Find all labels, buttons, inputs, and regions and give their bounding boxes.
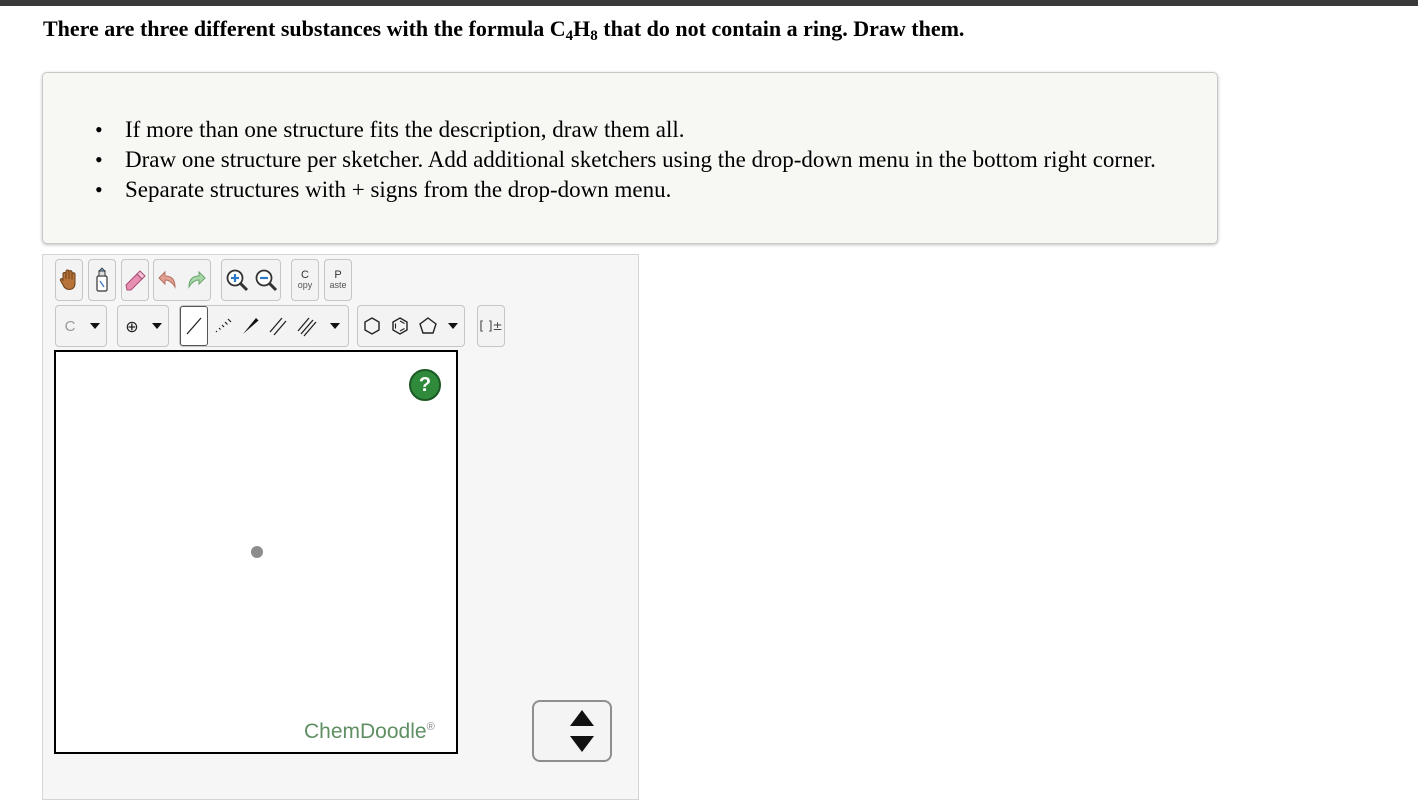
benzene-icon	[390, 316, 410, 336]
chevron-down-icon	[448, 323, 458, 329]
eraser-button[interactable]	[121, 259, 149, 301]
clear-bottle-icon	[93, 267, 111, 293]
up-down-arrows-icon	[534, 702, 610, 760]
atom-dropdown[interactable]	[84, 306, 106, 346]
chevron-down-icon	[330, 323, 340, 329]
hexagon-icon	[362, 316, 382, 336]
copy-label: C opy	[297, 269, 313, 290]
hashed-bond-button[interactable]	[208, 306, 236, 346]
hashed-bond-icon	[212, 315, 232, 337]
bond-dropdown[interactable]	[322, 306, 348, 346]
charge-selector[interactable]	[117, 305, 169, 347]
top-bar	[0, 0, 1418, 6]
single-bond-button[interactable]	[180, 306, 208, 346]
atom-label[interactable]: C	[64, 317, 76, 335]
chevron-down-icon	[152, 323, 162, 329]
double-bond-button[interactable]	[264, 306, 292, 346]
eraser-icon	[123, 268, 147, 292]
benzene-button[interactable]	[386, 306, 414, 346]
redo-icon	[185, 269, 207, 291]
triple-bond-icon	[296, 315, 318, 337]
paste-label: P aste	[329, 269, 347, 290]
cyclohexane-button[interactable]	[358, 306, 386, 346]
instruction-item: • Draw one structure per sketcher. Add additional sketchers using the drop-down menu in the bottom right corner.	[95, 145, 1156, 175]
cyclopentane-button[interactable]	[414, 306, 442, 346]
redo-button[interactable]	[182, 260, 210, 300]
question-text: There are three different substances with the formula $C_4H_8$ that do not contain a ring. Draw them.	[43, 16, 965, 44]
cursor-dot	[251, 546, 263, 558]
zoom-out-button[interactable]	[252, 260, 280, 300]
atom-selector[interactable]	[55, 305, 107, 347]
undo-icon	[157, 269, 179, 291]
undo-redo-group	[153, 259, 211, 301]
instructions-list	[95, 115, 1156, 205]
bracket-charge-button[interactable]: [ ]±	[477, 305, 505, 347]
instruction-item: • Separate structures with + signs from the drop-down menu.	[95, 175, 1156, 205]
zoom-in-button[interactable]	[222, 260, 252, 300]
ring-dropdown[interactable]	[442, 306, 464, 346]
pan-hand-button[interactable]	[55, 259, 83, 301]
hand-icon	[58, 268, 80, 292]
chemdoodle-logo: ChemDoodle®	[304, 720, 435, 743]
wedge-bond-icon	[240, 315, 260, 337]
triple-bond-button[interactable]	[292, 306, 322, 346]
double-bond-icon	[268, 315, 288, 337]
copy-button[interactable]	[291, 259, 319, 301]
zoom-out-icon	[254, 268, 278, 292]
undo-button[interactable]	[154, 260, 182, 300]
bond-group	[179, 305, 349, 347]
ring-group	[357, 305, 465, 347]
zoom-group	[221, 259, 281, 301]
clear-button[interactable]	[88, 259, 116, 301]
chevron-down-icon	[90, 323, 100, 329]
help-button[interactable]: ?	[409, 369, 441, 401]
single-bond-icon	[184, 315, 204, 337]
drawing-canvas[interactable]	[54, 350, 458, 754]
instruction-item: • If more than one structure fits the description, draw them all.	[95, 115, 1156, 145]
sketcher-count-stepper[interactable]	[532, 700, 612, 762]
wedge-bond-button[interactable]	[236, 306, 264, 346]
instructions-box	[42, 72, 1218, 244]
charge-dropdown[interactable]	[146, 306, 168, 346]
zoom-in-icon	[225, 268, 249, 292]
charge-label[interactable]: ⊕	[125, 316, 139, 336]
pentagon-icon	[418, 316, 438, 336]
paste-button[interactable]	[324, 259, 352, 301]
